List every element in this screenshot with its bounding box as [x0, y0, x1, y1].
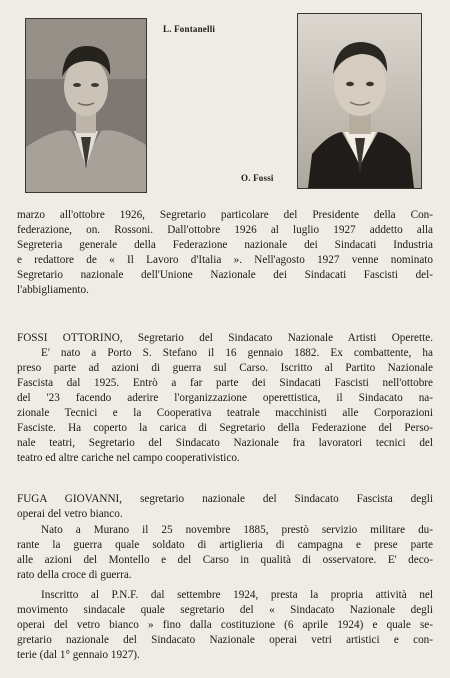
paragraph-intro	[17, 208, 433, 298]
text-line: Fasciste. Ha coperto la carica di Segretario della Federazione del Perso-	[17, 422, 433, 434]
text-line: del '23 facendo aderire l'organizzazione operettistica, il Sindacato na-	[17, 392, 433, 404]
text-line: operai del vetro bianco.	[17, 508, 123, 520]
paragraph-fuga-pnf	[17, 588, 433, 663]
text-line: preso parte ad azioni di guerra sul Carso. Iscritto al Partito Nazionale	[17, 362, 433, 374]
paragraph-fossi	[17, 331, 433, 466]
text-line: rante la guerra quale soldato di artiglieria di campagna e prese parte	[17, 539, 433, 551]
photo-caption: L. Fontanelli	[163, 24, 216, 34]
text-line: movimento sindacale quale segretario del « Sindacato Nazionale degli	[17, 604, 433, 616]
text-line: teatro ed altre cariche nel campo cooperativistico.	[17, 452, 240, 464]
paragraph-fuga-birth	[17, 523, 433, 583]
photo-caption: O. Fossi	[241, 173, 274, 183]
text-line: Segreteria generale della Federazione nazionale dei Sindacati Industria	[17, 239, 433, 251]
text-line: l'abbigliamento.	[17, 284, 89, 296]
text-line: zionale Tecnici e la Cooperativa teatrale macchinisti alle Corporazioni	[17, 407, 433, 419]
text-line: terie (dal 1° gennaio 1927).	[17, 649, 140, 661]
text-line: Segretario nazionale dell'Unione Nazionale dei Sindacati Fascisti del-	[17, 269, 433, 281]
text-line: Inscritto al P.N.F. dal settembre 1924, presta la propria attività nel	[41, 589, 433, 601]
portrait-icon	[26, 19, 146, 192]
portrait-icon	[298, 14, 421, 188]
text-line: E' nato a Porto S. Stefano il 16 gennaio 1882. Ex combattente, ha	[41, 347, 433, 359]
text-line: FUGA GIOVANNI, segretario nazionale del Sindacato Fascista degli	[17, 493, 433, 505]
text-line: marzo all'ottobre 1926, Segretario particolare del Presidente della Con-	[17, 209, 433, 221]
paragraph-fuga-title	[17, 492, 433, 522]
portrait-photo-fossi	[297, 13, 422, 189]
text-line: rato della croce di guerra.	[17, 569, 132, 581]
text-line: gretario nazionale del Sindacato Nazionale operai vetri artistici e con-	[17, 634, 433, 646]
text-line: alle azioni del Montello e del Carso in qualità di osservatore. E' deco-	[17, 554, 433, 566]
text-line: Nato a Murano il 25 novembre 1885, prestò servizio militare du-	[41, 524, 433, 536]
text-line: FOSSI OTTORINO, Segretario del Sindacato Nazionale Artisti Operette.	[17, 332, 433, 344]
text-line: nale teatri, Segretario del Sindacato Nazionale fra lavoratori tecnici del	[17, 437, 433, 449]
portrait-photo-fontanelli	[25, 18, 147, 193]
text-line: operai del vetro bianco » fino dalla costituzione (6 aprile 1924) e quale se-	[17, 619, 433, 631]
text-line: federazione, on. Rossoni. Dall'ottobre 1926 al luglio 1927 addetto alla	[17, 224, 433, 236]
text-line: e redattore de « Il Lavoro d'Italia ». Nell'agosto 1927 venne nominato	[17, 254, 433, 266]
text-line: Fascista dal 1925. Entrò a far parte dei Sindacati Fascisti nell'ottobre	[17, 377, 433, 389]
